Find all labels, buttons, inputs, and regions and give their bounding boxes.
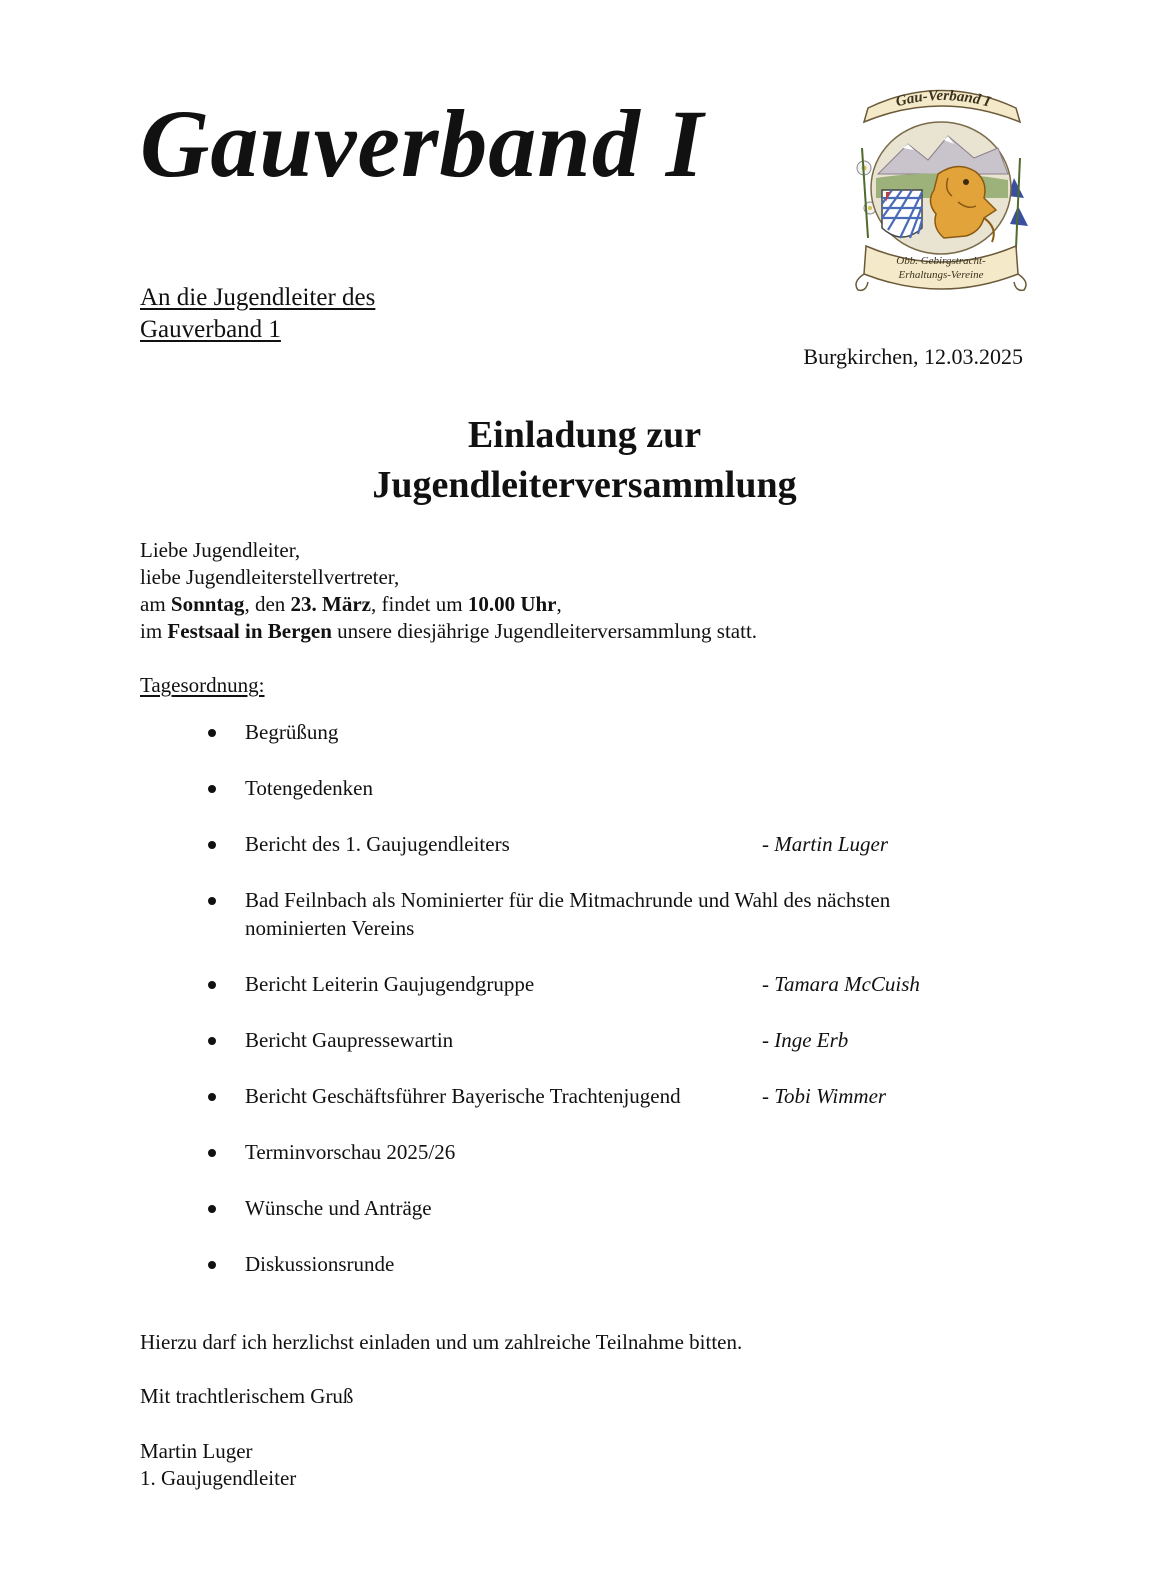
agenda-item xyxy=(206,1250,1006,1278)
agenda-item xyxy=(206,970,1006,998)
agenda-item xyxy=(206,886,1006,942)
svg-text:Gau-Verband I: Gau-Verband I xyxy=(894,87,992,111)
agenda-item-text: Totengedenken xyxy=(245,776,373,800)
heading-line-1: Einladung zur xyxy=(467,414,702,456)
agenda-item-text: Bericht Gaupressewartin xyxy=(245,1028,454,1052)
agenda-item-speaker: - Tamara McCuish xyxy=(762,972,920,996)
agenda-list xyxy=(206,718,1006,1306)
agenda-item-text: Bericht Leiterin Gaujugendgruppe xyxy=(245,972,535,996)
meeting-date: 23. März xyxy=(290,592,371,616)
agenda-label: Tagesordnung: xyxy=(140,673,265,697)
intro-line-4: im Festsaal in Bergen unsere diesjährige Jugendleiterversammlung statt. xyxy=(140,619,758,643)
organization-title: Gauverband I xyxy=(140,90,705,197)
greeting-line-2: liebe Jugendleiterstellvertreter, xyxy=(140,565,400,589)
bullet-icon xyxy=(208,841,216,849)
intro-line-3: am Sonntag, den 23. März, findet um 10.00 Uhr, xyxy=(140,592,562,616)
agenda-item-text: Terminvorschau 2025/26 xyxy=(245,1140,456,1164)
emblem-icon xyxy=(848,78,1034,298)
bullet-icon xyxy=(208,1093,216,1101)
agenda-item-text: Wünsche und Anträge xyxy=(245,1196,432,1220)
regards-line: Mit trachtlerischem Gruß xyxy=(140,1384,354,1408)
meeting-venue: Festsaal in Bergen xyxy=(167,619,332,643)
greeting-line-1: Liebe Jugendleiter, xyxy=(140,538,301,562)
bullet-icon xyxy=(208,897,216,905)
agenda-item-speaker: - Tobi Wimmer xyxy=(762,1084,887,1108)
agenda-item xyxy=(206,718,1006,746)
agenda-item-text: Diskussionsrunde xyxy=(245,1252,395,1276)
agenda-item-speaker: - Inge Erb xyxy=(762,1028,849,1052)
address-line-2: Gauverband 1 xyxy=(140,316,281,343)
document-heading xyxy=(0,410,1169,510)
place-and-date: Burgkirchen, 12.03.2025 xyxy=(803,344,1023,369)
signer-role: 1. Gaujugendleiter xyxy=(140,1466,297,1490)
agenda-item xyxy=(206,1082,1006,1110)
bullet-icon xyxy=(208,1037,216,1045)
agenda-item-text: Bericht Geschäftsführer Bayerische Trachtenjugend xyxy=(245,1084,681,1108)
invitation-closing: Hierzu darf ich herzlichst einladen und um zahlreiche Teilnahme bitten. xyxy=(140,1330,743,1354)
bullet-icon xyxy=(208,729,216,737)
agenda-item xyxy=(206,830,1006,858)
signer-name: Martin Luger xyxy=(140,1439,253,1463)
agenda-item xyxy=(206,1026,1006,1054)
bullet-icon xyxy=(208,1261,216,1269)
bullet-icon xyxy=(208,981,216,989)
day-of-week: Sonntag xyxy=(170,592,245,616)
heading-line-2: Jugendleiterversammlung xyxy=(372,464,797,506)
signature-block xyxy=(140,1438,296,1492)
agenda-item-text: Bad Feilnbach als Nominierter für die Mitmachrunde und Wahl des nächsten nominierten Vereins xyxy=(245,888,891,940)
svg-text:Erhaltungs-Vereine: Erhaltungs-Vereine xyxy=(898,269,984,281)
agenda-item-text: Bericht des 1. Gaujugendleiters xyxy=(245,832,510,856)
bullet-icon xyxy=(208,785,216,793)
meeting-time: 10.00 Uhr xyxy=(467,592,557,616)
svg-text:Obb. Gebirgstracht-: Obb. Gebirgstracht- xyxy=(896,255,986,267)
intro-paragraph xyxy=(140,537,757,645)
agenda-item-text: Begrüßung xyxy=(245,720,339,744)
agenda-item xyxy=(206,1138,1006,1166)
recipient-address xyxy=(140,282,375,346)
agenda-item xyxy=(206,1194,1006,1222)
bullet-icon xyxy=(208,1149,216,1157)
address-line-1: An die Jugendleiter des xyxy=(140,284,376,311)
agenda-item-speaker: - Martin Luger xyxy=(762,832,888,856)
gauverband-emblem-logo xyxy=(848,78,1034,298)
agenda-item xyxy=(206,774,1006,802)
bullet-icon xyxy=(208,1205,216,1213)
